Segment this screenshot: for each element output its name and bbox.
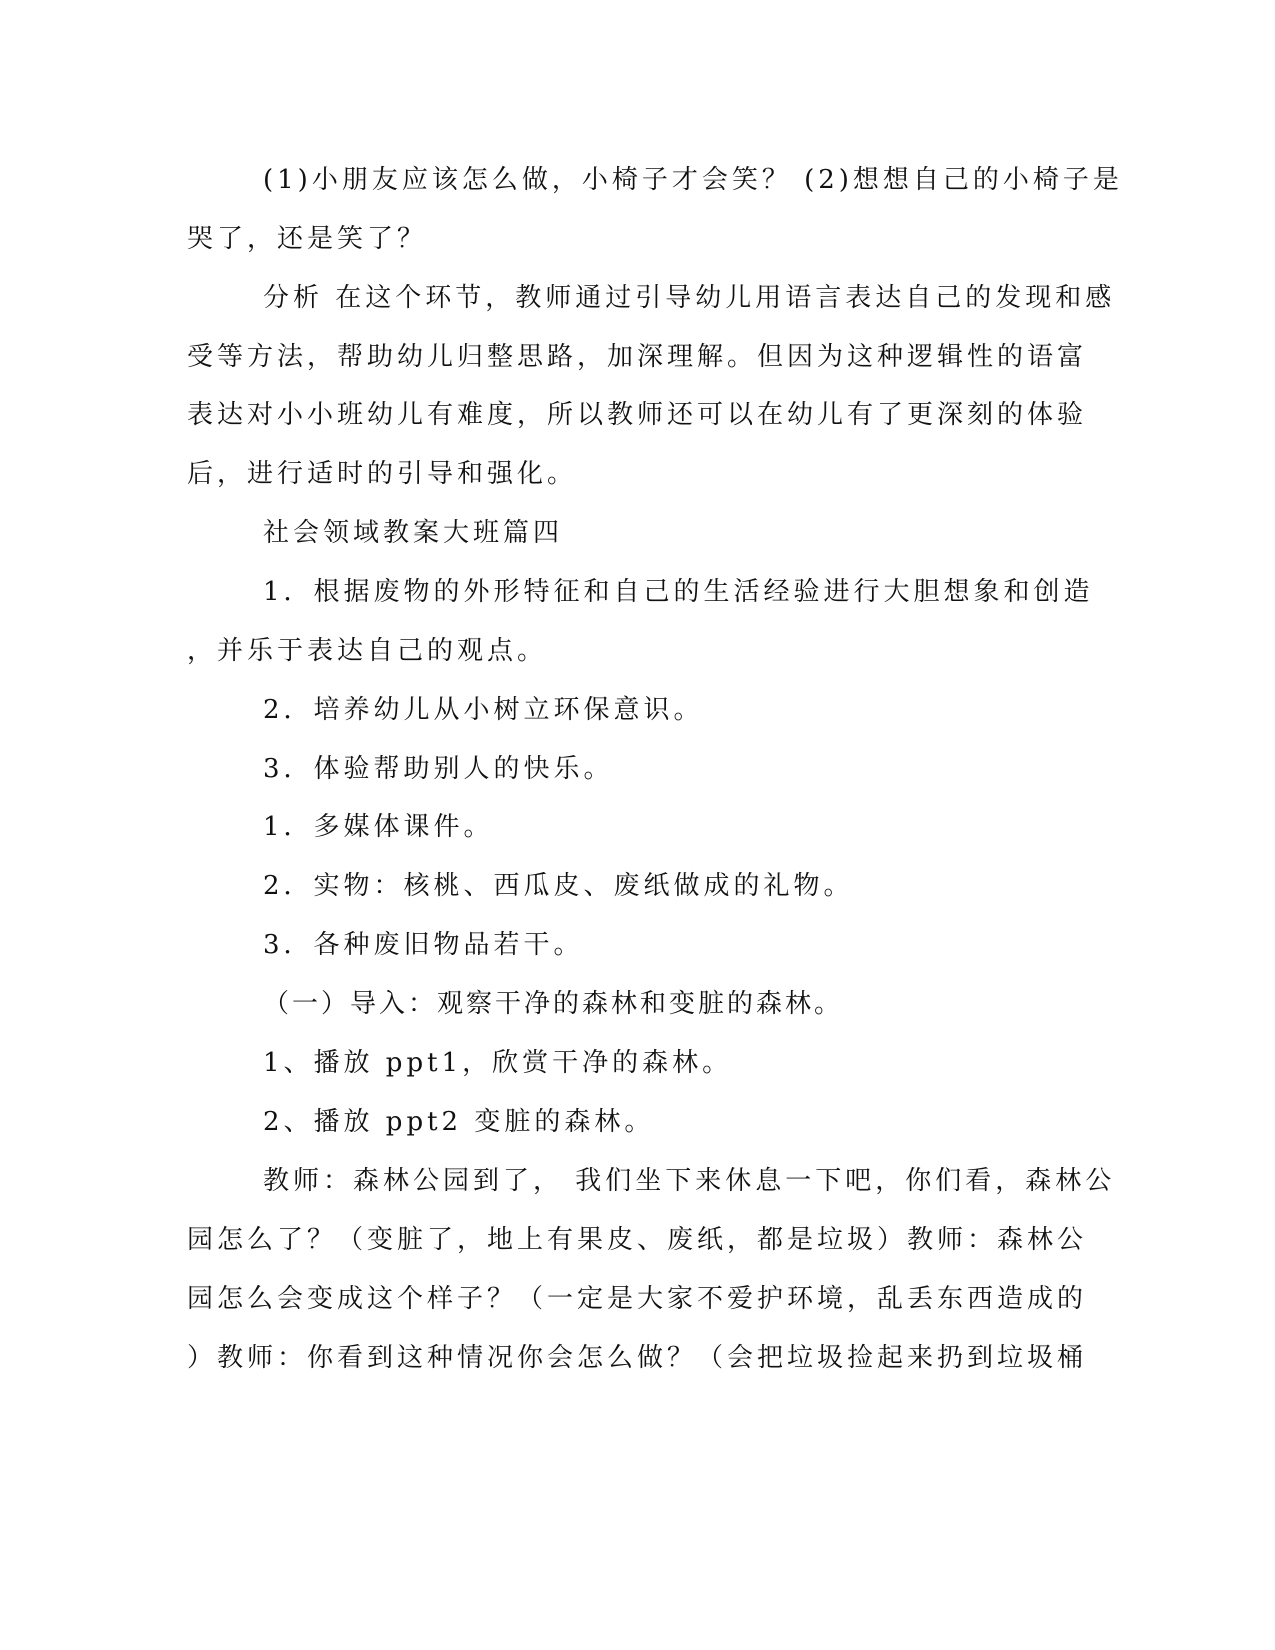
text-line: 2．培养幼儿从小树立环保意识。 xyxy=(263,695,704,725)
text-line: ，并乐于表达自己的观点。 xyxy=(187,636,548,666)
text-line: 教师：森林公园到了， 我们坐下来休息一下吧，你们看，森林公 xyxy=(263,1166,1116,1196)
text-line: 3．各种废旧物品若干。 xyxy=(263,930,584,960)
text-line: 园怎么会变成这个样子？（一定是大家不爱护环境，乱丢东西造成的 xyxy=(187,1284,1088,1314)
section-heading: 社会领域教案大班篇四 xyxy=(263,518,564,548)
text-line: 1．根据废物的外形特征和自己的生活经验进行大胆想象和创造 xyxy=(263,577,1094,607)
text-line: 受等方法，帮助幼儿归整思路，加深理解。但因为这种逻辑性的语富 xyxy=(187,342,1088,372)
text-line: 1．多媒体课件。 xyxy=(263,812,494,842)
text-line: 后，进行适时的引导和强化。 xyxy=(187,459,578,489)
text-line: 分析 在这个环节，教师通过引导幼儿用语言表达自己的发现和感 xyxy=(263,283,1116,313)
text-line: 2、播放 ppt2 变脏的森林。 xyxy=(263,1107,655,1137)
text-line: （一）导入：观察干净的森林和变脏的森林。 xyxy=(263,989,844,1019)
text-line: 园怎么了？（变脏了，地上有果皮、废纸，都是垃圾）教师：森林公 xyxy=(187,1225,1088,1255)
text-line: 3．体验帮助别人的快乐。 xyxy=(263,754,614,784)
text-line: ）教师：你看到这种情况你会怎么做？（会把垃圾捡起来扔到垃圾桶 xyxy=(187,1343,1088,1373)
text-line: 1、播放 ppt1，欣赏干净的森林。 xyxy=(263,1048,733,1078)
text-line: 哭了，还是笑了？ xyxy=(187,224,428,254)
text-line: 表达对小小班幼儿有难度，所以教师还可以在幼儿有了更深刻的体验 xyxy=(187,400,1088,430)
text-line: (1)小朋友应该怎么做，小椅子才会笑？ (2)想想自己的小椅子是 xyxy=(263,165,1123,195)
text-line: 2．实物：核桃、西瓜皮、废纸做成的礼物。 xyxy=(263,871,854,901)
